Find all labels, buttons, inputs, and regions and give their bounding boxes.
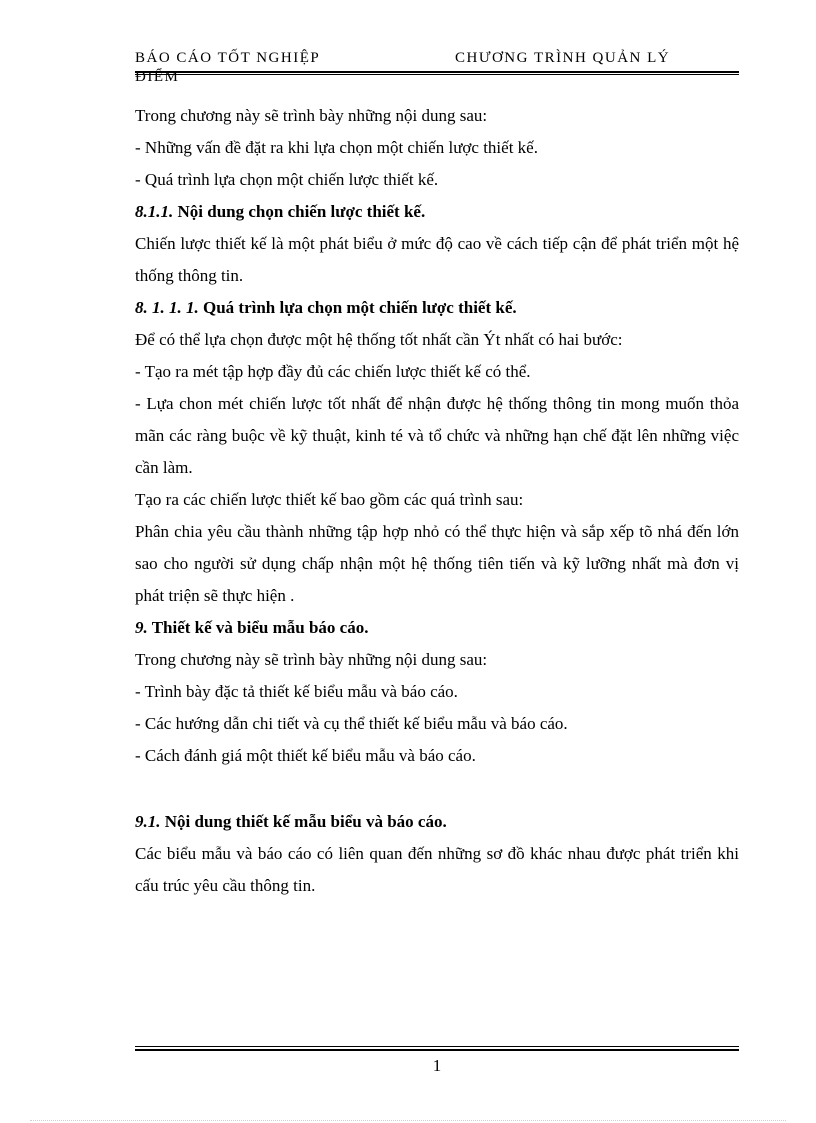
- section-heading: [135, 196, 739, 228]
- paragraph: Trong chương này sẽ trình bày những nội dung sau:: [135, 650, 488, 669]
- footer-rule: [135, 1046, 739, 1051]
- section-number: 8.1.1.: [135, 202, 174, 221]
- header-rule: [135, 71, 739, 75]
- paragraph: Để có thể lựa chọn được một hệ thống tốt nhất cần Ýt nhất có hai bước:: [135, 330, 623, 349]
- paragraph: Phân chia yêu cầu thành những tập hợp nhỏ có thể thực hiện và sắp xếp tõ nhá đến lớn sao cho người sử dụng chấp nhận một hệ thống tiên tiến và kỹ lưỡng nhất mà đơn vị phát triện sẽ thực hiện .: [135, 522, 739, 605]
- page-number: 1: [432, 1056, 442, 1075]
- section-title: Quá trình lựa chọn một chiến lược thiết kế.: [198, 298, 517, 317]
- section-number: 9.: [135, 618, 148, 637]
- paragraph: - Những vấn đề đặt ra khi lựa chọn một chiến lược thiết kế.: [135, 138, 538, 157]
- header-program-title: CHƯƠNG TRÌNH QUẢN LÝ: [455, 50, 671, 66]
- paragraph: - Tạo ra mét tập hợp đầy đủ các chiến lược thiết kế có thể.: [135, 362, 531, 381]
- document-body: [135, 100, 739, 902]
- paragraph: - Cách đánh giá một thiết kế biểu mẫu và báo cáo.: [135, 746, 476, 765]
- paragraph: Tạo ra các chiến lược thiết kế bao gồm các quá trình sau:: [135, 490, 524, 509]
- spacer: [135, 772, 739, 806]
- paragraph: - Các hướng dẫn chi tiết và cụ thể thiết kế biểu mẫu và báo cáo.: [135, 714, 568, 733]
- header-report-title: BÁO CÁO TỐT NGHIỆP: [135, 50, 321, 66]
- page-edge-divider: [30, 1120, 786, 1121]
- page-header: [135, 50, 739, 84]
- header-title-wrap: ĐIỂM: [135, 69, 180, 85]
- paragraph: Chiến lược thiết kế là một phát biểu ở mức độ cao về cách tiếp cận để phát triển một hệ thống thông tin.: [135, 234, 739, 285]
- paragraph: - Trình bày đặc tả thiết kế biểu mẫu và báo cáo.: [135, 682, 458, 701]
- section-number: 8. 1. 1. 1.: [135, 298, 199, 317]
- section-heading: [135, 806, 739, 838]
- paragraph: Trong chương này sẽ trình bày những nội dung sau:: [135, 106, 488, 125]
- section-title: Nội dung thiết kế mẫu biểu và báo cáo.: [160, 812, 447, 831]
- section-title: Thiết kế và biểu mẫu báo cáo.: [147, 618, 369, 637]
- section-heading: [135, 612, 739, 644]
- paragraph: - Lựa chon mét chiến lược tốt nhất để nhận được hệ thống thông tin mong muốn thỏa mãn các ràng buộc về kỹ thuật, kinh té và tổ chức và những hạn chế đặt lên những việc cần làm.: [135, 394, 739, 477]
- section-number: 9.1.: [135, 812, 161, 831]
- section-title: Nội dung chọn chiến lược thiết kế.: [173, 202, 426, 221]
- section-heading: [135, 292, 739, 324]
- paragraph: - Quá trình lựa chọn một chiến lược thiết kế.: [135, 170, 439, 189]
- paragraph: Các biểu mẫu và báo cáo có liên quan đến những sơ đồ khác nhau được phát triển khi cấu trúc yêu cầu thông tin.: [135, 844, 739, 895]
